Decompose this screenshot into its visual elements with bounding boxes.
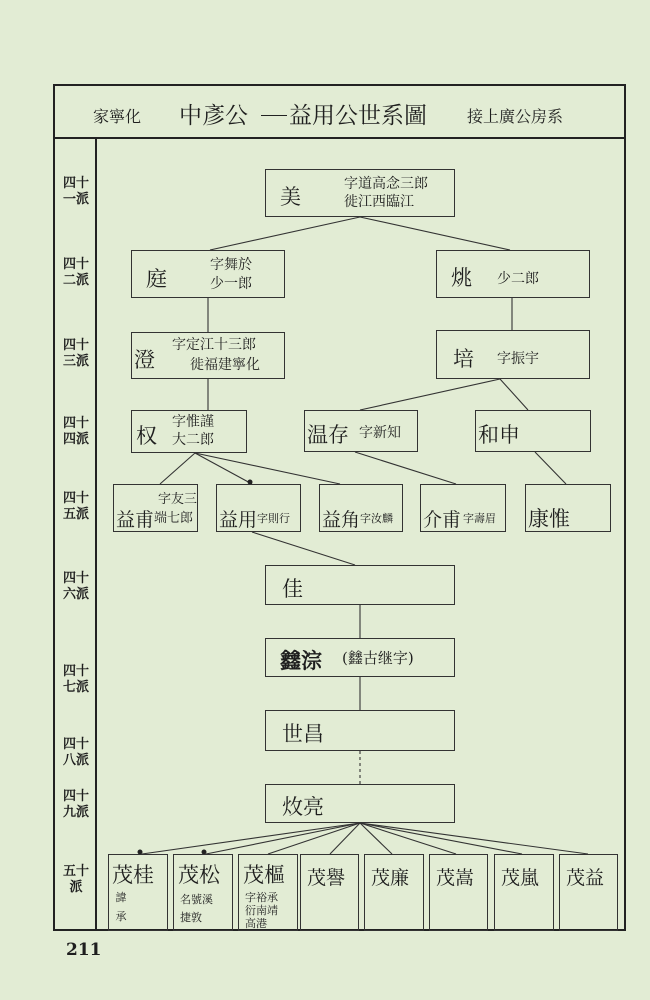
gen-label-50: 五十 派 bbox=[62, 864, 89, 895]
person-name: 益甫 bbox=[116, 509, 155, 531]
person-jiefu bbox=[420, 484, 506, 532]
person-name: 益用 bbox=[219, 509, 258, 531]
person-gen50-1 bbox=[108, 854, 168, 931]
person-note: 大二郎 bbox=[172, 432, 214, 448]
person-note: 字道高念三郎 bbox=[344, 176, 428, 192]
person-note: 承 bbox=[115, 910, 127, 923]
person-note: 名號溪 bbox=[180, 893, 213, 906]
page-number: 211 bbox=[66, 940, 102, 960]
gen-label-47: 四十 七派 bbox=[62, 664, 89, 695]
gen-label-49: 四十 九派 bbox=[62, 789, 89, 820]
person-gen50-7 bbox=[494, 854, 554, 931]
person-name: 茂嵐 bbox=[501, 867, 540, 889]
person-note: 徙江西臨江 bbox=[344, 194, 414, 210]
person-kangwei bbox=[525, 484, 611, 532]
gen-label-44: 四十 四派 bbox=[62, 416, 89, 447]
person-note: 捷敦 bbox=[180, 911, 202, 924]
person-note: 字則行 bbox=[257, 512, 290, 525]
person-note: 少二郎 bbox=[497, 271, 539, 287]
person-name: 茂譽 bbox=[307, 867, 346, 889]
person-gen50-6 bbox=[429, 854, 488, 931]
person-note: 字裕承 bbox=[245, 891, 278, 904]
person-gen50-5 bbox=[364, 854, 424, 931]
person-deng bbox=[131, 332, 285, 379]
person-gen50-2 bbox=[173, 854, 233, 931]
person-zong bbox=[265, 638, 455, 677]
person-note: 諱 bbox=[115, 891, 127, 904]
header-right: 接上廣公房系 bbox=[467, 107, 564, 126]
person-name: 美 bbox=[280, 185, 301, 209]
person-yifu bbox=[113, 484, 198, 532]
gen-label-42: 四十 二派 bbox=[62, 257, 89, 288]
person-heshen bbox=[475, 410, 591, 452]
header-title-a: 中彥公 bbox=[179, 103, 248, 129]
person-note: 高港 bbox=[245, 917, 267, 930]
gen-label-43: 四十 三派 bbox=[62, 338, 89, 369]
person-name: 权 bbox=[136, 424, 157, 448]
person-note: 字友三 bbox=[158, 492, 198, 507]
person-gen50-3 bbox=[238, 854, 298, 931]
person-name: 茂廉 bbox=[371, 867, 410, 889]
person-name: 和申 bbox=[478, 423, 520, 447]
person-note: 少一郎 bbox=[210, 276, 252, 292]
person-mei bbox=[265, 169, 455, 217]
person-note: 衍南靖 bbox=[245, 904, 278, 917]
person-gen50-4 bbox=[300, 854, 359, 931]
person-name: 介甫 bbox=[423, 509, 462, 531]
person-name: 澄 bbox=[134, 348, 155, 372]
person-name: 益角 bbox=[322, 509, 361, 531]
person-name: 佳 bbox=[282, 577, 303, 601]
person-name: 温存 bbox=[307, 423, 349, 447]
person-yiyong bbox=[216, 484, 301, 532]
gen-label-45: 四十 五派 bbox=[62, 491, 89, 522]
person-liang bbox=[265, 784, 455, 823]
person-quan bbox=[131, 410, 247, 453]
person-name: 茂桂 bbox=[112, 863, 154, 887]
person-note: 字汝麟 bbox=[360, 512, 393, 525]
person-name: 茂嵩 bbox=[436, 867, 475, 889]
person-shichang bbox=[265, 710, 455, 751]
person-yijiao bbox=[319, 484, 403, 532]
person-note: 字新知 bbox=[359, 425, 401, 441]
person-name: 茂松 bbox=[178, 863, 220, 887]
person-note: 字壽眉 bbox=[463, 512, 496, 525]
person-ting bbox=[131, 250, 285, 298]
header-left: 家寧化 bbox=[93, 107, 142, 126]
person-note: (𨰻古继字) bbox=[342, 649, 414, 667]
person-note: 字惟謹 bbox=[172, 414, 214, 430]
gen-label-41: 四十 一派 bbox=[62, 176, 89, 207]
person-jia bbox=[265, 565, 455, 605]
person-name: 𨰻淙 bbox=[280, 648, 322, 673]
person-name: 庭 bbox=[146, 267, 167, 291]
person-name: 培 bbox=[453, 347, 474, 371]
person-name: 炇亮 bbox=[282, 795, 324, 819]
person-note: 徙福建寧化 bbox=[190, 357, 260, 373]
person-gen50-8 bbox=[559, 854, 618, 931]
person-yao bbox=[436, 250, 590, 298]
person-name: 茂益 bbox=[566, 867, 605, 889]
person-note: 字定江十三郎 bbox=[172, 337, 256, 353]
gen-label-48: 四十 八派 bbox=[62, 737, 89, 768]
person-note: 字振宇 bbox=[497, 351, 539, 367]
header-title-b: 益用公世系圖 bbox=[289, 103, 427, 129]
person-name: 世昌 bbox=[282, 722, 324, 746]
person-name: 烑 bbox=[451, 266, 472, 290]
person-wencun bbox=[304, 410, 418, 452]
person-note: 端七郎 bbox=[154, 511, 194, 526]
gen-label-46: 四十 六派 bbox=[62, 571, 89, 602]
person-pei bbox=[436, 330, 590, 379]
person-name: 茂樞 bbox=[243, 863, 285, 887]
person-name: 康惟 bbox=[528, 507, 570, 531]
person-note: 字舞於 bbox=[210, 257, 252, 273]
